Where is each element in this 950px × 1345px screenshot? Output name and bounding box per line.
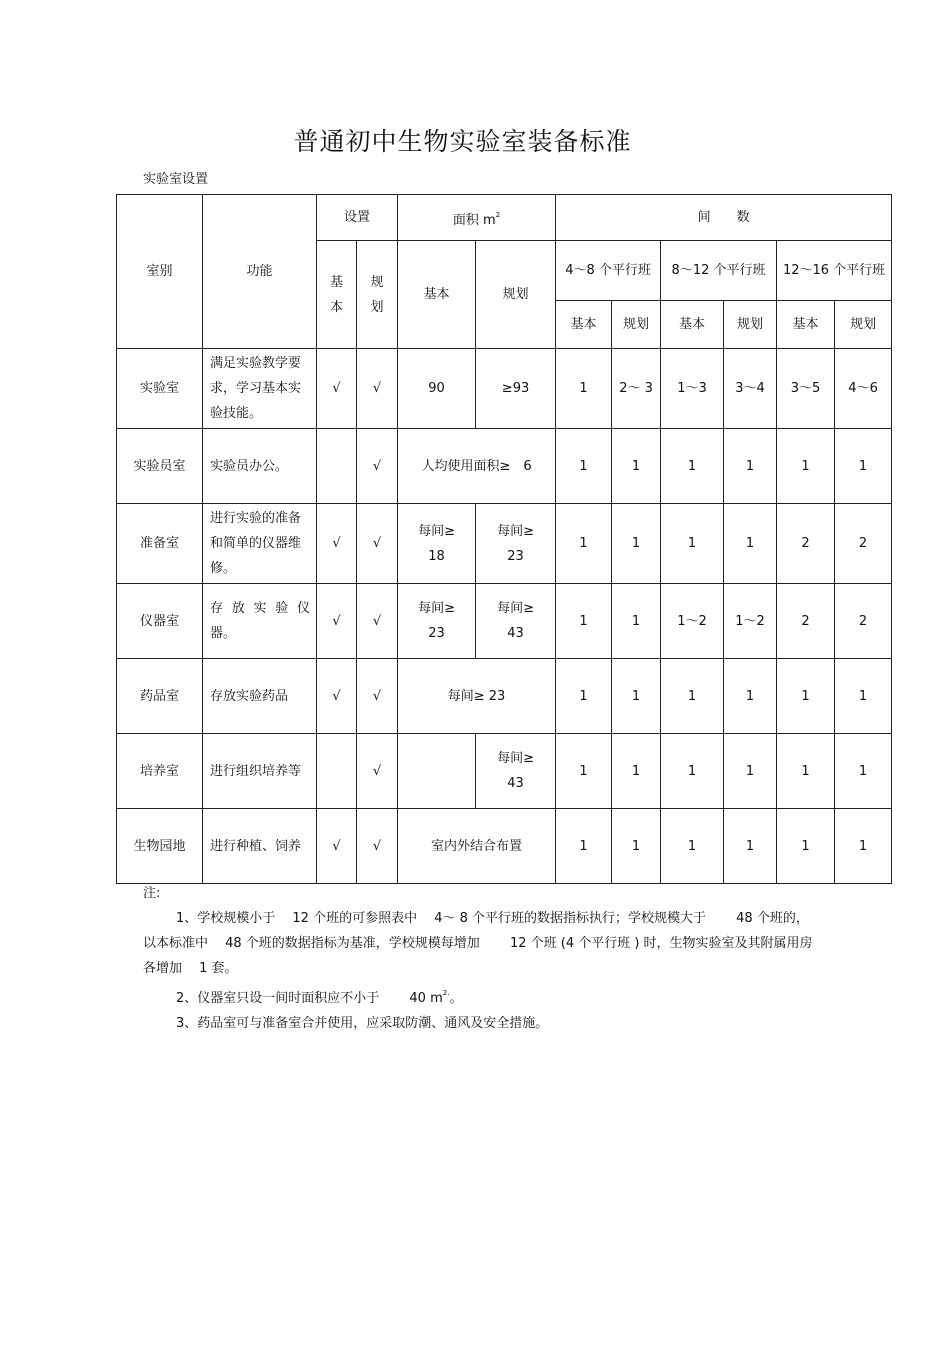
count-cell: 3～4: [724, 349, 777, 429]
count-cell: 1～3: [661, 349, 724, 429]
room-name: 实验员室: [117, 429, 203, 504]
count-cell: 1: [556, 429, 612, 504]
header-setup-basic: 基 本: [317, 241, 357, 349]
area-plan: 每间≥ 23: [476, 504, 556, 584]
count-cell: 1: [661, 659, 724, 734]
room-name: 实验室: [117, 349, 203, 429]
page-title: 普通初中生物实验室装备标准: [293, 127, 632, 156]
header-area-basic: 基本: [398, 241, 476, 349]
count-cell: 1: [777, 659, 835, 734]
header-classes-4-8: 4～8 个平行班: [556, 241, 661, 301]
setup-basic-check: √: [317, 349, 357, 429]
room-function: 满足实验教学要求，学习基本实验技能。: [203, 349, 317, 429]
setup-basic-check: √: [317, 584, 357, 659]
equipment-standard-table: [116, 194, 892, 884]
count-cell: 1: [724, 659, 777, 734]
area-plan: 每间≥ 43: [476, 584, 556, 659]
count-cell: 1: [724, 809, 777, 884]
count-cell: 1: [724, 734, 777, 809]
setup-plan-check: √: [357, 659, 398, 734]
count-cell: 1: [612, 429, 661, 504]
header-basic: 基本: [661, 301, 724, 349]
table-row: [117, 809, 892, 884]
count-cell: 1: [724, 429, 777, 504]
count-cell: 1: [661, 809, 724, 884]
header-area-plan: 规划: [476, 241, 556, 349]
count-cell: 2: [835, 504, 892, 584]
header-classes-8-12: 8～12 个平行班: [661, 241, 777, 301]
count-cell: 1: [724, 504, 777, 584]
header-function: 功能: [203, 195, 317, 349]
room-function: 进行种植、饲养: [203, 809, 317, 884]
header-basic: 基本: [777, 301, 835, 349]
note-1: 1、学校规模小于 12 个班的可参照表中 4～ 8 个平行班的数据指标执行；学校规模大于 48 个班的，以本标准中 48 个班的数据指标为基准，学校规模每增加 12 个班 (4 个平行班 ) 时，生物实验室及其附属用房各增加 1 套。: [143, 911, 813, 976]
count-cell: 1～2: [724, 584, 777, 659]
setup-plan-check: √: [357, 349, 398, 429]
table-row: [117, 349, 892, 429]
count-cell: 1: [612, 734, 661, 809]
area-basic: 90: [398, 349, 476, 429]
count-cell: 1: [661, 734, 724, 809]
count-cell: 1: [777, 734, 835, 809]
table-row: [117, 504, 892, 584]
count-cell: 1: [612, 584, 661, 659]
count-cell: 2～ 3: [612, 349, 661, 429]
count-cell: 1: [556, 584, 612, 659]
setup-basic-check: [317, 429, 357, 504]
area-basic: 每间≥ 18: [398, 504, 476, 584]
area-merged: 人均使用面积≥ 6: [398, 429, 556, 504]
setup-basic-check: √: [317, 504, 357, 584]
count-cell: 1: [556, 809, 612, 884]
area-plan: ≥93: [476, 349, 556, 429]
room-name: 药品室: [117, 659, 203, 734]
room-name: 培养室: [117, 734, 203, 809]
header-basic: 基本: [556, 301, 612, 349]
count-cell: 1: [556, 349, 612, 429]
setup-plan-check: √: [357, 809, 398, 884]
notes-label: 注:: [143, 886, 161, 901]
setup-plan-check: √: [357, 734, 398, 809]
section-subtitle: 实验室设置: [143, 172, 209, 187]
setup-basic-check: √: [317, 659, 357, 734]
area-basic: [398, 734, 476, 809]
header-classes-12-16: 12～16 个平行班: [777, 241, 892, 301]
count-cell: 1～2: [661, 584, 724, 659]
header-area: 面积 $m^2$: [398, 195, 556, 241]
header-room: 室别: [117, 195, 203, 349]
header-setup-plan: 规 划: [357, 241, 398, 349]
header-count: 间 数: [556, 195, 892, 241]
count-cell: 1: [835, 809, 892, 884]
room-function: 存放实验药品: [203, 659, 317, 734]
count-cell: 4～6: [835, 349, 892, 429]
count-cell: 1: [835, 429, 892, 504]
count-cell: 1: [777, 429, 835, 504]
header-plan: 规划: [724, 301, 777, 349]
room-name: 仪器室: [117, 584, 203, 659]
area-merged: 每间≥ 23: [398, 659, 556, 734]
area-plan: 每间≥ 43: [476, 734, 556, 809]
room-function: 实验员办公。: [203, 429, 317, 504]
count-cell: 2: [777, 504, 835, 584]
area-merged: 室内外结合布置: [398, 809, 556, 884]
count-cell: 1: [556, 734, 612, 809]
room-name: 准备室: [117, 504, 203, 584]
setup-plan-check: √: [357, 429, 398, 504]
note-3: 3、药品室可与准备室合并使用，应采取防潮、通风及安全措施。: [176, 1016, 549, 1031]
count-cell: 1: [612, 809, 661, 884]
note-2: 2、仪器室只设一间时面积应不小于 40 $m^{2.}$。: [176, 989, 463, 1006]
table-row: [117, 429, 892, 504]
table-row: [117, 584, 892, 659]
setup-basic-check: √: [317, 809, 357, 884]
setup-basic-check: [317, 734, 357, 809]
room-function: 存 放 实 验 仪器。: [203, 584, 317, 659]
count-cell: 1: [556, 659, 612, 734]
count-cell: 1: [661, 504, 724, 584]
count-cell: 1: [835, 659, 892, 734]
room-function: 进行实验的准备和简单的仪器维修。: [203, 504, 317, 584]
table-row: [117, 659, 892, 734]
header-setup: 设置: [317, 195, 398, 241]
room-name: 生物园地: [117, 809, 203, 884]
count-cell: 3～5: [777, 349, 835, 429]
setup-plan-check: √: [357, 504, 398, 584]
area-basic: 每间≥ 23: [398, 584, 476, 659]
room-function: 进行组织培养等: [203, 734, 317, 809]
count-cell: 1: [661, 429, 724, 504]
header-plan: 规划: [612, 301, 661, 349]
header-plan: 规划: [835, 301, 892, 349]
count-cell: 1: [777, 809, 835, 884]
notes-section: [143, 881, 813, 1036]
count-cell: 1: [835, 734, 892, 809]
count-cell: 2: [835, 584, 892, 659]
setup-plan-check: √: [357, 584, 398, 659]
table-row: [117, 734, 892, 809]
count-cell: 2: [777, 584, 835, 659]
count-cell: 1: [612, 659, 661, 734]
count-cell: 1: [612, 504, 661, 584]
count-cell: 1: [556, 504, 612, 584]
